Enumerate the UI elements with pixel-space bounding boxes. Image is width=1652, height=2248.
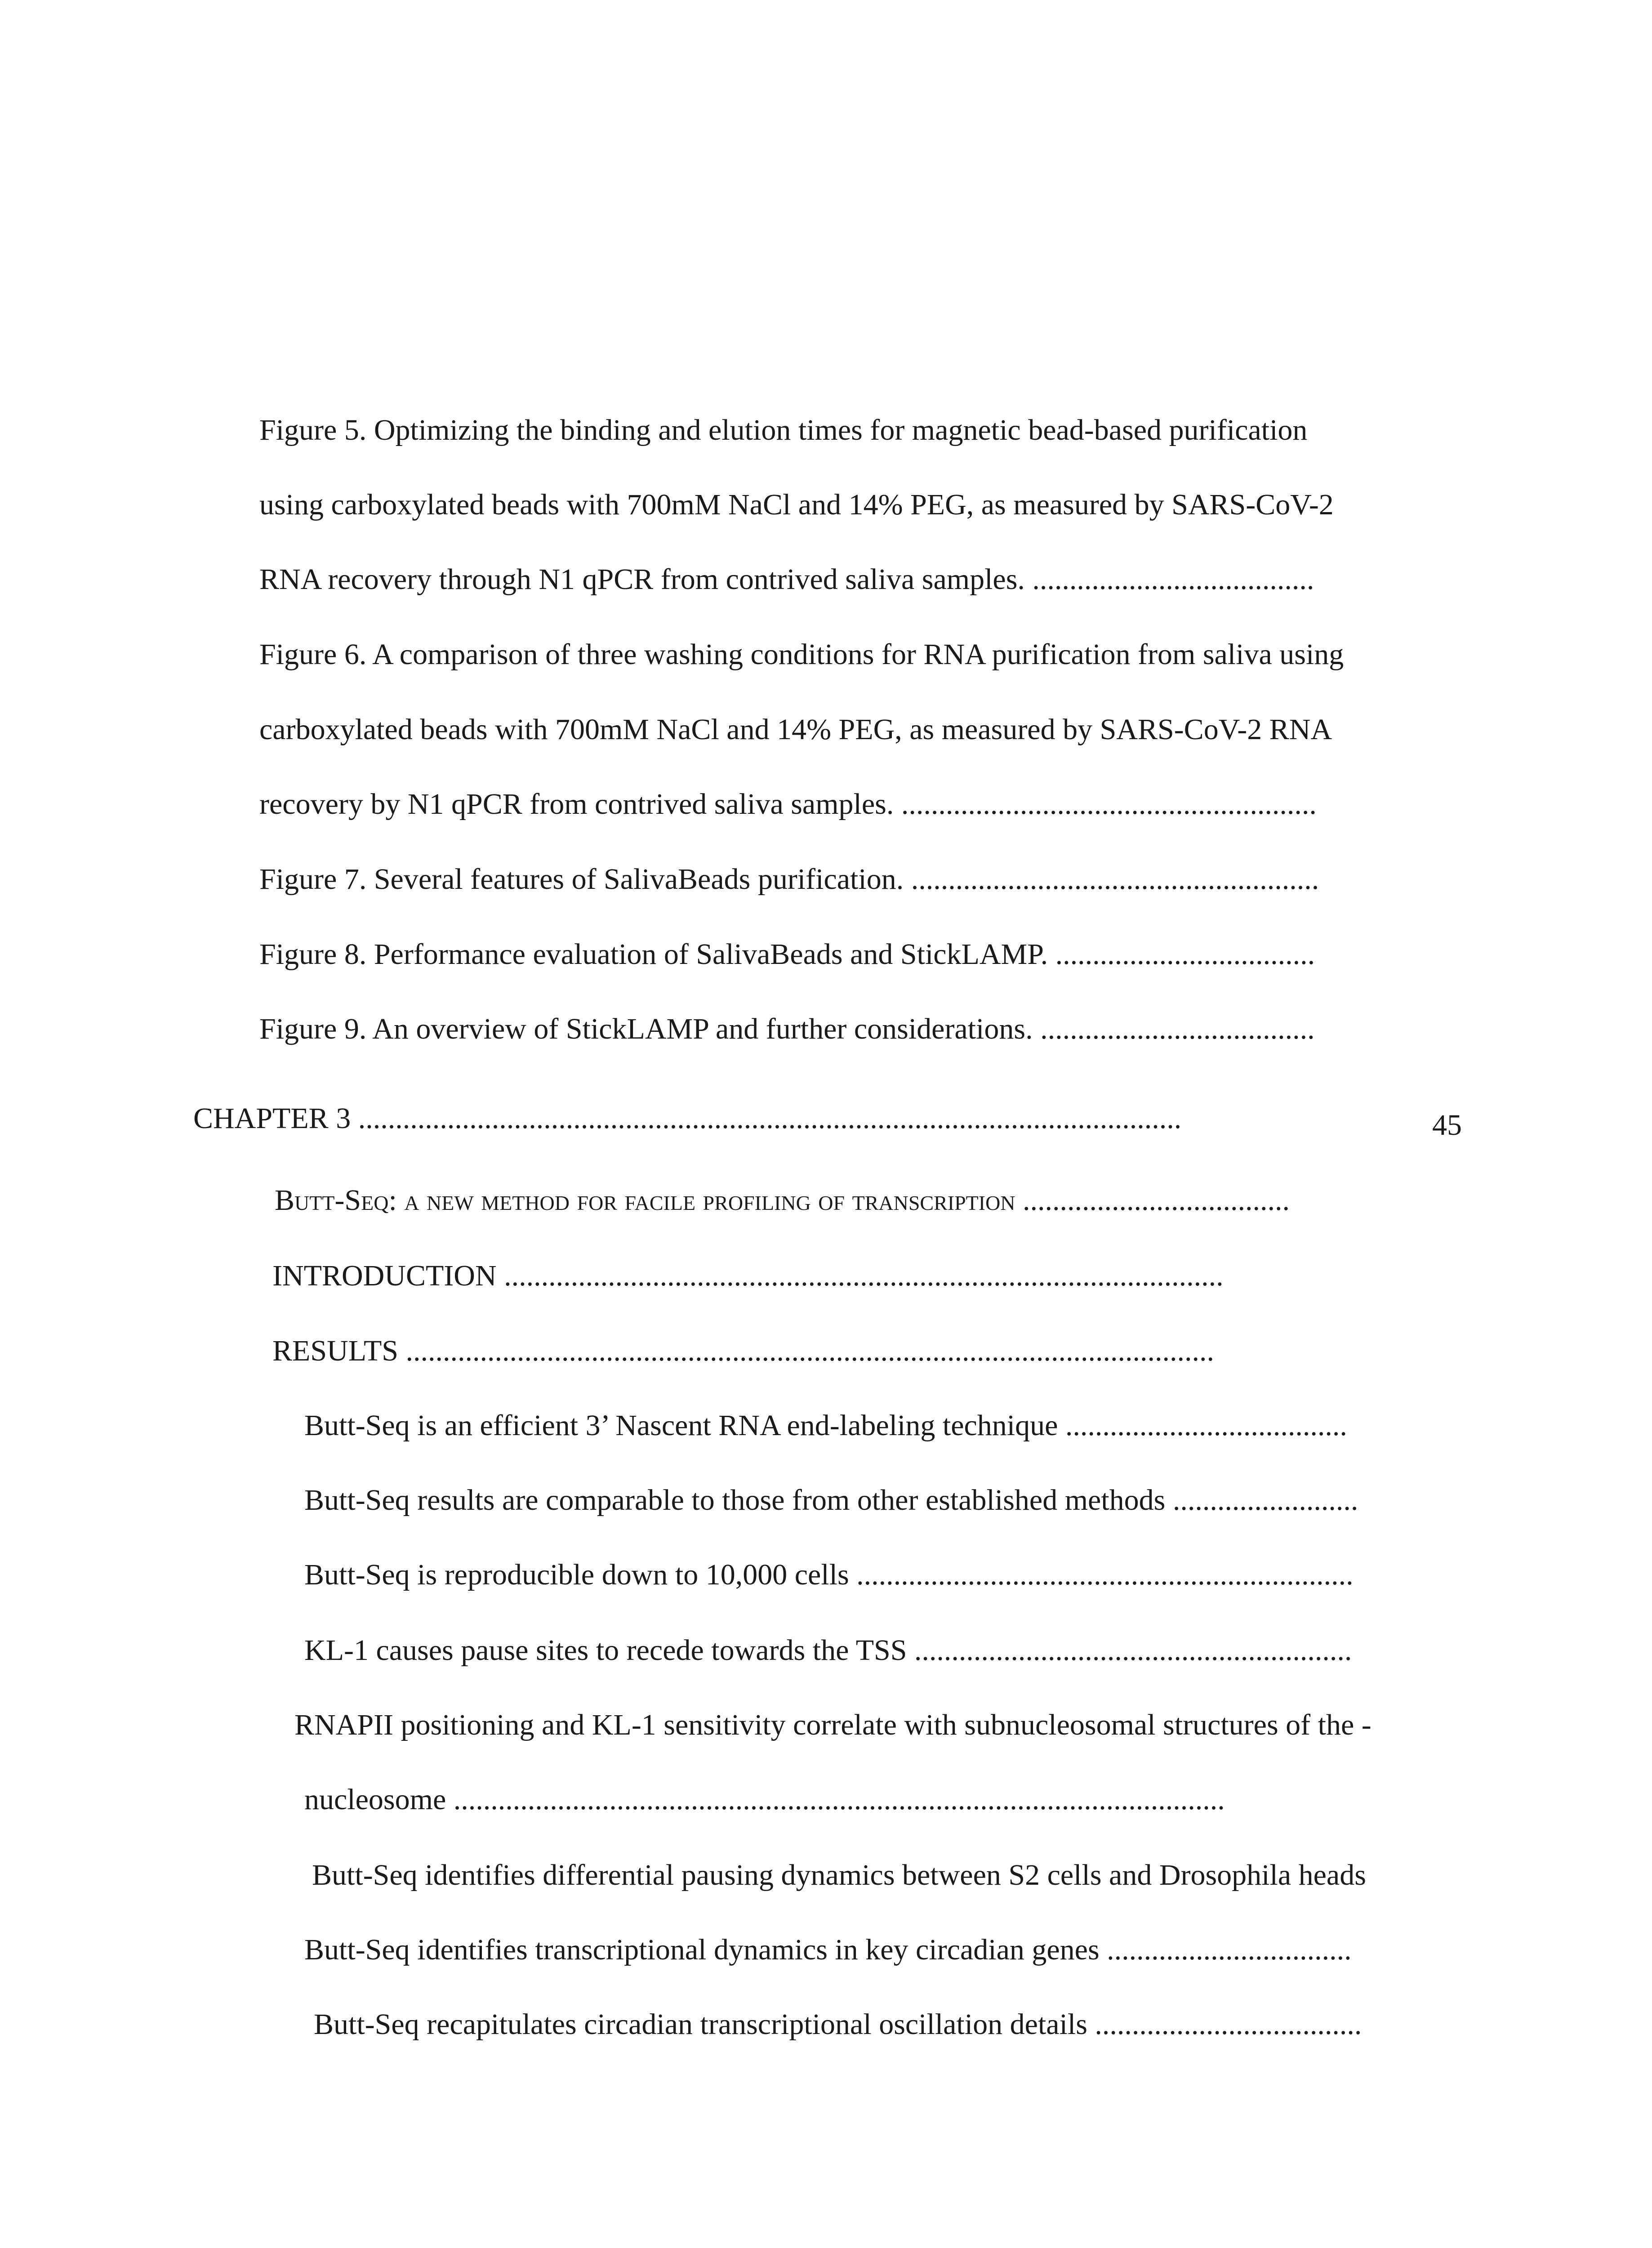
toc-subsection-6[interactable]: Butt-Seq identifies differential pausing dynamics between S2 cells and Drosophila heads: [312, 1859, 1366, 1891]
toc-section-introduction[interactable]: INTRODUCTION .................................................................................................: [272, 1259, 1224, 1292]
toc-subsection-5-line-2: nucleosome ........................................................................................................: [304, 1783, 1225, 1816]
toc-figure-6-line-1[interactable]: Figure 6. A comparison of three washing conditions for RNA purification from saliva using: [259, 638, 1344, 671]
toc-subsection-2[interactable]: Butt-Seq results are comparable to those from other established methods .........................: [304, 1484, 1358, 1517]
toc-subsection-5-line-1[interactable]: RNAPII positioning and KL-1 sensitivity correlate with subnucleosomal structures of the -: [294, 1708, 1371, 1741]
toc-subsection-8[interactable]: Butt-Seq recapitulates circadian transcriptional oscillation details ....................................: [314, 2008, 1362, 2041]
toc-figure-8[interactable]: Figure 8. Performance evaluation of SalivaBeads and StickLAMP. ...................................: [259, 938, 1315, 971]
toc-figure-9[interactable]: Figure 9. An overview of StickLAMP and further considerations. .....................................: [259, 1012, 1315, 1045]
toc-subsection-1[interactable]: Butt-Seq is an efficient 3’ Nascent RNA end-labeling technique ......................................: [304, 1409, 1347, 1442]
toc-figure-5-line-2: using carboxylated beads with 700mM NaCl and 14% PEG, as measured by SARS-CoV-2: [259, 488, 1334, 521]
toc-subsection-7[interactable]: Butt-Seq identifies transcriptional dynamics in key circadian genes .................................: [304, 1933, 1352, 1966]
toc-subsection-3[interactable]: Butt-Seq is reproducible down to 10,000 cells ...................................................................: [304, 1558, 1354, 1591]
toc-figure-5-line-1[interactable]: Figure 5. Optimizing the binding and elution times for magnetic bead-based purification: [259, 414, 1308, 446]
toc-section-results[interactable]: RESULTS .............................................................................................................: [272, 1334, 1214, 1367]
toc-chapter-3-page-number: 45: [1432, 1109, 1462, 1142]
toc-figure-6-line-2: carboxylated beads with 700mM NaCl and 14% PEG, as measured by SARS-CoV-2 RNA: [259, 713, 1332, 746]
toc-subsection-4[interactable]: KL-1 causes pause sites to recede towards the TSS ...........................................................: [304, 1634, 1352, 1667]
toc-figure-6-line-3: recovery by N1 qPCR from contrived saliva samples. ........................................................: [259, 788, 1317, 821]
toc-chapter-3[interactable]: CHAPTER 3 ...............................................................................................................: [193, 1102, 1182, 1135]
toc-figure-7[interactable]: Figure 7. Several features of SalivaBeads purification. .......................................................: [259, 863, 1319, 896]
toc-section-butt-seq[interactable]: Butt-Seq: a new method for facile profiling of transcription ....................................: [275, 1184, 1290, 1217]
toc-figure-5-line-3: RNA recovery through N1 qPCR from contrived saliva samples. ......................................: [259, 563, 1314, 596]
